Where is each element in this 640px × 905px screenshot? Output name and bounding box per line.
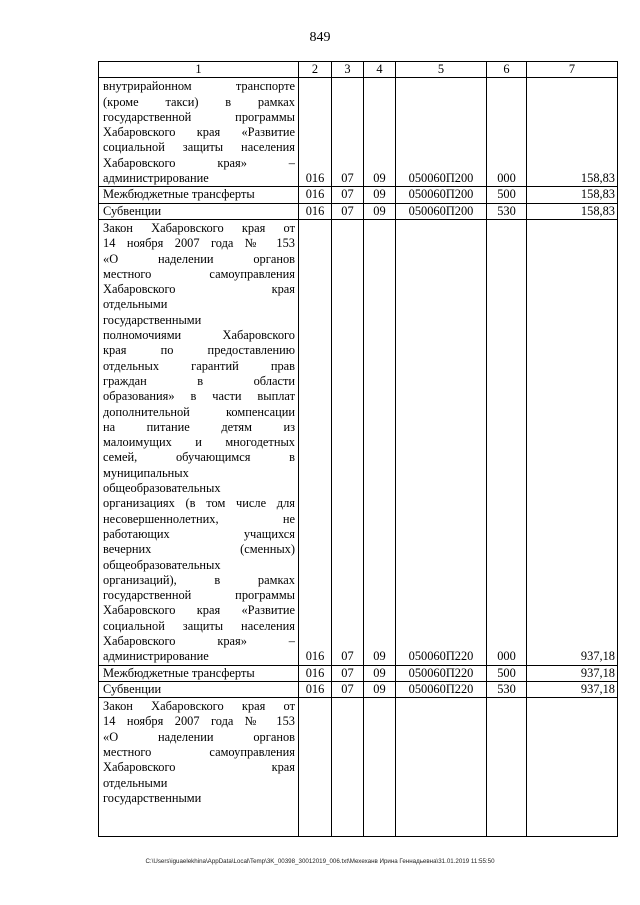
row-name-line: полномочиями Хабаровского [103,328,295,343]
expense-type-cell: 500 [487,665,527,681]
row-name-line: местного самоуправления [103,745,295,760]
row-name-line: администрирование [103,649,209,664]
target-article-cell [396,698,487,836]
section-cell: 07 [332,681,364,697]
row-name-line: Субвенции [103,681,162,696]
row-name-line: работающих учащихся [103,526,295,541]
section-cell [332,698,364,836]
expense-type-cell [487,698,527,836]
header-cell: 5 [396,62,487,78]
expense-type-cell: 530 [487,203,527,219]
header-cell: 4 [364,62,396,78]
section-cell: 07 [332,187,364,203]
row-name-line: семей, обучающимся в [103,450,295,465]
row-name-line: Закон Хабаровского края от [103,220,295,235]
subsection-cell: 09 [364,78,396,187]
header-cell: 2 [299,62,332,78]
amount-cell: 158,83 [527,187,618,203]
row-name-line: «О наделении органов [103,729,295,744]
row-name-cell [99,219,299,665]
amount-cell [527,698,618,836]
row-name-line: внутрирайонном транспорте [103,79,295,94]
row-name-line: Хабаровского края» – [103,633,295,648]
row-name-cell [99,681,299,697]
row-name-line: муниципальных [103,465,189,480]
ministry-code-cell: 016 [299,78,332,187]
table-row [99,78,618,187]
row-name-line: 14 ноября 2007 года № 153 [103,714,295,729]
header-cell: 7 [527,62,618,78]
row-name-cell [99,203,299,219]
ministry-code-cell: 016 [299,203,332,219]
target-article-cell: 050060П200 [396,78,487,187]
row-name-line: дополнительной компенсации [103,404,295,419]
target-article-cell: 050060П220 [396,219,487,665]
row-name-line: Закон Хабаровского края от [103,699,295,714]
row-name-line: «О наделении органов [103,251,295,266]
row-name-line: 14 ноября 2007 года № 153 [103,236,295,251]
row-name-line: государственными [103,312,202,327]
target-article-cell: 050060П220 [396,681,487,697]
table-row [99,187,618,203]
row-name-line: несовершеннолетних, не [103,511,295,526]
table-row [99,665,618,681]
ministry-code-cell [299,698,332,836]
section-cell: 07 [332,219,364,665]
row-name-line: (кроме такси) в рамках [103,94,295,109]
target-article-cell: 050060П200 [396,203,487,219]
row-name-line: Межбюджетные трансферты [103,665,255,680]
row-name-line: граждан в области [103,373,295,388]
row-name-line: организациях (в том числе для [103,496,295,511]
target-article-cell: 050060П200 [396,187,487,203]
row-name-line: отдельными [103,775,168,790]
row-name-line: отдельными [103,297,168,312]
ministry-code-cell: 016 [299,219,332,665]
row-name-line: социальной защиты населения [103,140,295,155]
row-name-line: на питание детям из [103,419,295,434]
row-name-line: общеобразовательных [103,481,221,496]
subsection-cell: 09 [364,665,396,681]
table-row [99,219,618,665]
target-article-cell: 050060П220 [396,665,487,681]
amount-cell: 937,18 [527,681,618,697]
row-name-line: Хабаровского края» – [103,155,295,170]
amount-cell: 158,83 [527,78,618,187]
amount-cell: 937,18 [527,665,618,681]
subsection-cell: 09 [364,203,396,219]
row-name-cell [99,187,299,203]
expense-type-cell: 530 [487,681,527,697]
budget-table [98,61,618,837]
row-name-line: образования» в части выплат [103,389,295,404]
table-row [99,681,618,697]
row-name-line: Субвенции [103,203,162,218]
row-name-line: местного самоуправления [103,266,295,281]
section-cell: 07 [332,665,364,681]
header-cell: 3 [332,62,364,78]
section-cell: 07 [332,78,364,187]
row-name-line: организаций), в рамках [103,572,295,587]
subsection-cell: 09 [364,187,396,203]
row-name-cell [99,665,299,681]
table-row [99,698,618,836]
amount-cell: 937,18 [527,219,618,665]
row-name-line: вечерних (сменных) [103,542,295,557]
expense-type-cell: 500 [487,187,527,203]
row-name-line: государственной программы [103,109,295,124]
subsection-cell: 09 [364,681,396,697]
row-name-line: края по предоставлению [103,343,295,358]
section-cell: 07 [332,203,364,219]
expense-type-cell: 000 [487,219,527,665]
row-name-line: общеобразовательных [103,557,221,572]
row-name-line: социальной защиты населения [103,618,295,633]
row-name-line: государственными [103,790,202,805]
subsection-cell: 09 [364,219,396,665]
expense-type-cell: 000 [487,78,527,187]
row-name-line: малоимущих и многодетных [103,435,295,450]
header-cell: 6 [487,62,527,78]
row-name-line: государственной программы [103,588,295,603]
row-name-line: Хабаровского края «Развитие [103,125,295,140]
row-name-line: отдельных гарантий прав [103,358,295,373]
amount-cell: 158,83 [527,203,618,219]
subsection-cell [364,698,396,836]
ministry-code-cell: 016 [299,681,332,697]
file-path-footer: C:\Users\iguaelekhina\AppData\Local\Temp\3K_00398_30012019_006.txt\Мехеханв Ирина Геннадьевна\31.01.2019 11:55:50 [145,858,495,865]
ministry-code-cell: 016 [299,187,332,203]
ministry-code-cell: 016 [299,665,332,681]
row-name-line: Хабаровского края [103,760,295,775]
row-name-cell [99,78,299,187]
row-name-line: Хабаровского края «Развитие [103,603,295,618]
row-name-line: администрирование [103,171,209,186]
header-cell: 1 [99,62,299,78]
row-name-cell [99,698,299,836]
page-number: 849 [309,30,331,45]
row-name-line: Межбюджетные трансферты [103,187,255,202]
row-name-line: Хабаровского края [103,282,295,297]
table-header-row [99,62,618,78]
table-row [99,203,618,219]
